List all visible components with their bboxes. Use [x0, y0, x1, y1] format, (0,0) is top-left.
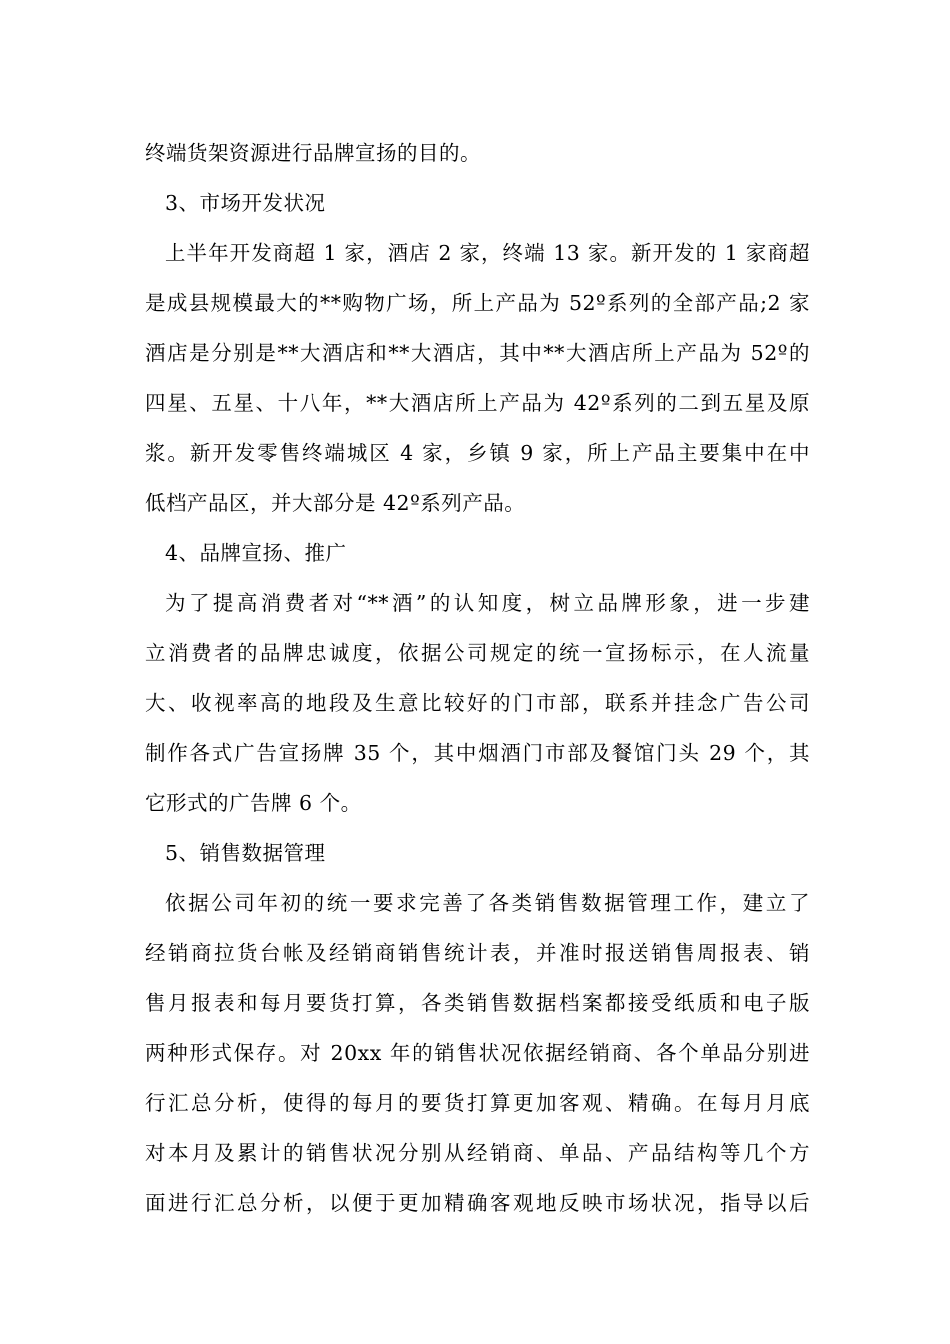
paragraph-line: 终端货架资源进行品牌宣扬的目的。 [145, 141, 481, 165]
paragraph-line: 低档产品区，并大部分是 42º系列产品。 [145, 491, 526, 515]
paragraph-line: 对本月及累计的销售状况分别从经销商、单品、产品结构等几个方 [145, 1141, 810, 1165]
paragraph-line: 经销商拉货台帐及经销商销售统计表，并准时报送销售周报表、销 [145, 941, 810, 965]
paragraph-line: 制作各式广告宣扬牌 35 个，其中烟酒门市部及餐馆门头 29 个，其 [145, 741, 810, 765]
paragraph-line: 依据公司年初的统一要求完善了各类销售数据管理工作，建立了 [165, 891, 810, 915]
paragraph-line: 立消费者的品牌忠诚度，依据公司规定的统一宣扬标示，在人流量 [145, 641, 810, 665]
paragraph-line: 大、收视率高的地段及生意比较好的门市部，联系并挂念广告公司 [145, 691, 810, 715]
paragraph-line: 是成县规模最大的**购物广场，所上产品为 52º系列的全部产品;2 家 [145, 291, 810, 315]
section-heading-market-development: 3、市场开发状况 [165, 191, 326, 215]
document-body [145, 128, 810, 1228]
paragraph-line: 售月报表和每月要货打算，各类销售数据档案都接受纸质和电子版 [145, 991, 810, 1015]
section-heading-brand-promotion: 4、品牌宣扬、推广 [165, 541, 347, 565]
paragraph-line: 行汇总分析，使得的每月的要货打算更加客观、精确。在每月月底 [145, 1091, 810, 1115]
paragraph-line: 它形式的广告牌 6 个。 [145, 791, 362, 815]
paragraph-line: 两种形式保存。对 20xx 年的销售状况依据经销商、各个单品分别进 [145, 1041, 810, 1065]
section-heading-sales-data: 5、销售数据管理 [165, 841, 326, 865]
paragraph-line: 浆。新开发零售终端城区 4 家，乡镇 9 家，所上产品主要集中在中 [145, 441, 810, 465]
paragraph-line: 酒店是分别是**大酒店和**大酒店，其中**大酒店所上产品为 52º的 [145, 341, 810, 365]
paragraph-line: 为了提高消费者对“**酒”的认知度，树立品牌形象，进一步建 [165, 591, 810, 615]
paragraph-line: 上半年开发商超 1 家，酒店 2 家，终端 13 家。新开发的 1 家商超 [165, 241, 810, 265]
paragraph-line: 面进行汇总分析，以便于更加精确客观地反映市场状况，指导以后 [145, 1191, 810, 1215]
paragraph-line: 四星、五星、十八年，**大酒店所上产品为 42º系列的二到五星及原 [145, 391, 810, 415]
